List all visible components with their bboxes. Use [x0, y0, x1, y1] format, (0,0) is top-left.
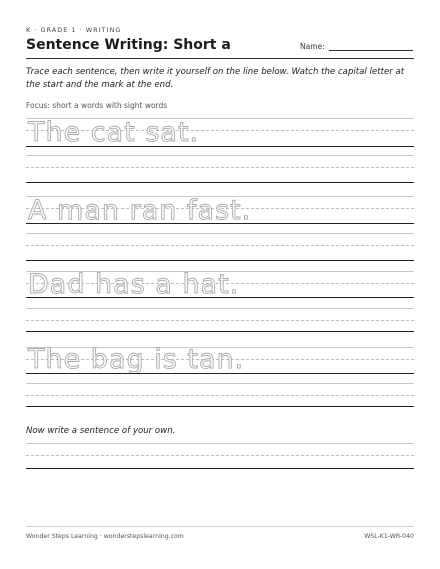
write-headline-1 [26, 155, 414, 156]
trace-baseline-3 [26, 297, 414, 298]
write-midline-3 [26, 320, 414, 321]
own-baseline[interactable] [26, 468, 414, 469]
write-headline-2 [26, 233, 414, 234]
own-midline [26, 455, 414, 456]
write-headline-3 [26, 308, 414, 309]
write-midline-4 [26, 395, 414, 396]
focus-note: Focus: short a words with sight words [26, 101, 168, 110]
page-title: Sentence Writing: Short a [26, 37, 231, 53]
instructions-text: Trace each sentence, then write it yourself on the line below. Watch the capital letter at the start and the mark at the end. [26, 67, 405, 90]
trace-sentence-2: A man ran fast. [28, 195, 252, 226]
write-headline-4 [26, 383, 414, 384]
grade-label: K · GRADE 1 · WRITING [26, 26, 122, 34]
write-baseline-1[interactable] [26, 182, 414, 183]
trace-sentence-3: Dad has a hat. [28, 269, 240, 300]
footer-publisher: Wonder Steps Learning · wonderstepslearning.com [26, 533, 184, 540]
trace-baseline-2 [26, 223, 414, 224]
write-baseline-4[interactable] [26, 406, 414, 407]
write-midline-2 [26, 245, 414, 246]
own-sentence-prompt: Now write a sentence of your own. [26, 426, 176, 436]
own-headline [26, 443, 414, 444]
header-divider [26, 58, 414, 59]
write-baseline-2[interactable] [26, 260, 414, 261]
trace-baseline-4 [26, 373, 414, 374]
footer-divider [26, 526, 414, 527]
name-line[interactable] [329, 50, 413, 51]
trace-sentence-1: The cat sat. [28, 117, 200, 148]
write-baseline-3[interactable] [26, 331, 414, 332]
footer-code: WSL-K1-WR-040 [364, 533, 414, 540]
trace-sentence-4: The bag is tan. [28, 344, 245, 375]
name-label: Name: [300, 42, 325, 51]
trace-baseline-1 [26, 146, 414, 147]
write-midline-1 [26, 167, 414, 168]
